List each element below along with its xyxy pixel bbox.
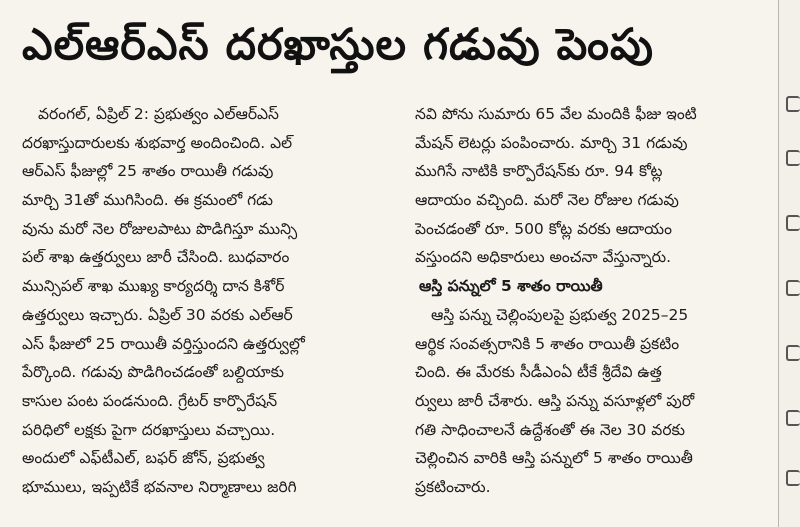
text-line: చెల్లించిన వారికి ఆస్తి పన్నులో 5 శాతం రాయితీ bbox=[415, 449, 693, 468]
text-line: పెంచడంతో రూ. 500 కోట్ల వరకు ఆదాయం bbox=[415, 219, 672, 238]
text-line: పల్‌ శాఖ ఉత్తర్వులు జారీ చేసింది. బుధవారం bbox=[22, 248, 290, 267]
text-line: మార్చి 31తో ముగిసింది. ఈ క్రమంలో గడు bbox=[22, 191, 274, 210]
text-line: వరంగల్‌, ఏప్రిల్‌ 2: ప్రభుత్వం ఎల్‌ఆర్‌ఎస్‌ bbox=[38, 105, 279, 123]
text-line: ఉత్తర్వులు ఇచ్చారు. ఏప్రిల్‌ 30 వరకు ఎల్‌ఆర్‌ bbox=[22, 305, 293, 324]
text-line: అందులో ఎఫ్‌టీఎల్‌, బఫర్‌ జోన్‌, ప్రభుత్వ bbox=[22, 449, 265, 468]
text-line: వస్తుందని అధికారులు అంచనా వేస్తున్నారు. bbox=[415, 248, 672, 267]
text-line: దరఖాస్తుదారులకు శుభవార్త అందించింది. ఎల్‌ bbox=[22, 133, 293, 152]
cropped-glyph bbox=[786, 470, 800, 486]
text-line: ఆర్‌ఎస్‌ ఫీజుల్లో 25 శాతం రాయితీ గడువు bbox=[22, 162, 274, 181]
text-line: చింది. ఈ మేరకు సీడీఎంఏ టీకే శ్రీదేవి ఉత్త bbox=[415, 363, 662, 382]
cropped-glyph bbox=[786, 96, 800, 112]
text-line: పరిధిలో లక్షకు పైగా దరఖాస్తులు వచ్చాయి. bbox=[22, 420, 276, 439]
text-line: మున్సిపల్‌ శాఖ ముఖ్య కార్యదర్శి దాన కిశోర్‌ bbox=[22, 277, 285, 296]
text-line: పేర్కొంది. గడువు పొడిగించడంతో బల్దియాకు bbox=[22, 363, 285, 382]
text-line: ర్వులు జారీ చేశారు. ఆస్తి పన్ను వసూళ్లలో పురో bbox=[415, 391, 695, 410]
text-line: నవి పోను సుమారు 65 వేల మందికి ఫీజు ఇంటి bbox=[415, 105, 697, 123]
article-headline: ఎల్‌ఆర్‌ఎస్‌ దరఖాస్తుల గడువు పెంపు bbox=[22, 20, 654, 70]
text-line: ముగిసే నాటికి కార్పొరేషన్‌కు రూ. 94 కోట్ల bbox=[415, 162, 663, 181]
text-line: ఆస్తి పన్ను చెల్లింపులపై ప్రభుత్వ 2025–25 bbox=[431, 305, 689, 324]
text-line: ఆర్థిక సంవత్సరానికి 5 శాతం రాయితీ ప్రకటిం bbox=[415, 334, 680, 353]
text-line: వును మరో నెల రోజులపాటు పొడిగిస్తూ మున్సి bbox=[22, 219, 298, 238]
text-line: కాసుల పంట పండనుంది. గ్రేటర్‌ కార్పొరేషన్‌ bbox=[22, 391, 278, 410]
text-line: మేషన్‌ లెటర్లు పంపించారు. మార్చి 31 గడువు bbox=[415, 133, 688, 152]
text-line: గతి సాధించాలనే ఉద్దేశంతో ఈ నెల 30 వరకు bbox=[415, 420, 685, 439]
right-column bbox=[415, 100, 767, 502]
text-line: భూములు, ఇప్పటికే భవనాల నిర్మాణాలు జరిగి bbox=[22, 477, 297, 496]
text-line: ప్రకటించారు. bbox=[415, 477, 491, 496]
adjacent-column-edge bbox=[778, 0, 800, 527]
text-line: ఆదాయం వచ్చింది. మరో నెల రోజుల గడువు bbox=[415, 191, 679, 210]
cropped-glyph bbox=[786, 410, 800, 426]
subheading: ఆస్తి పన్నులో 5 శాతం రాయితీ bbox=[419, 277, 603, 296]
cropped-glyph bbox=[786, 150, 800, 166]
left-column bbox=[22, 100, 388, 502]
text-line: ఎస్‌ ఫీజులో 25 రాయితీ వర్తిస్తుందని ఉత్తర్వుల్లో bbox=[22, 334, 305, 353]
cropped-glyph bbox=[786, 215, 800, 231]
cropped-glyph bbox=[786, 280, 800, 296]
cropped-glyph bbox=[786, 345, 800, 361]
